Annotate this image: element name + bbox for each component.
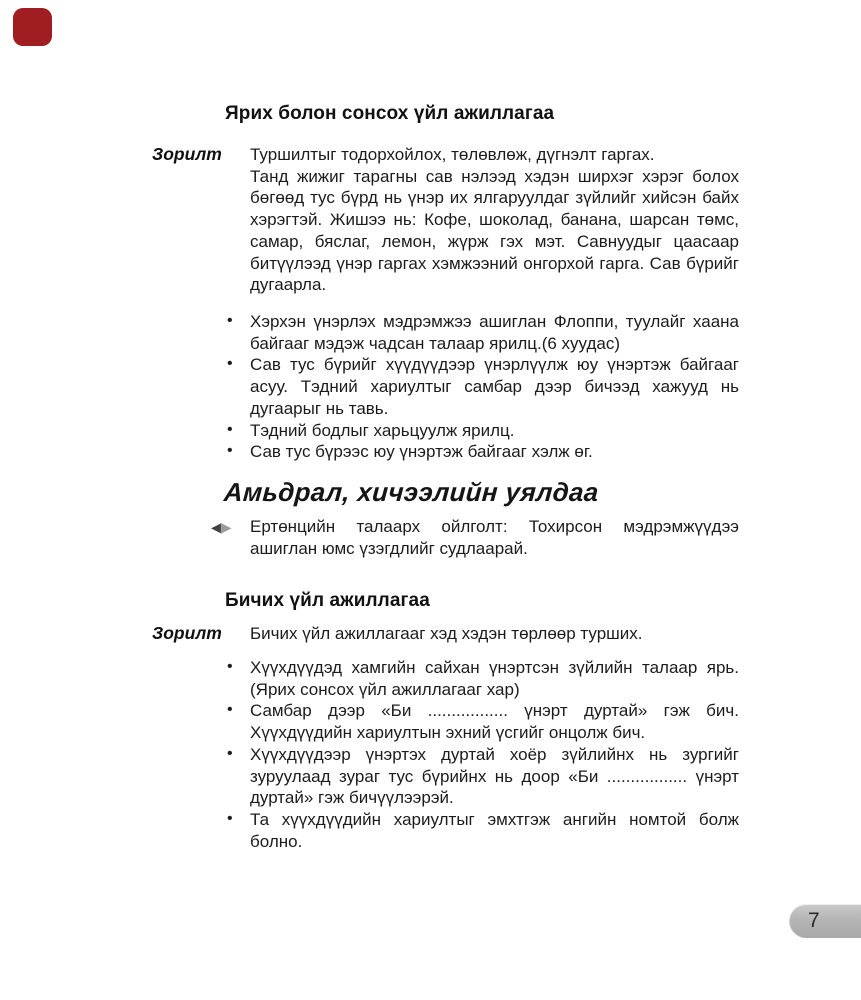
list-item-text: Сав тус бүрийг хүүдүүдээр үнэрлүүлж юу үнэртэж байгааг асуу. Тэдний хариултыг самбар дээр бичээд хажууд нь дугаарыг нь тавь. [250, 355, 739, 418]
section-title-speak-listen: Ярих болон сонсох үйл ажиллагаа [225, 103, 555, 124]
life-link-text: Ертөнцийн талаарх ойлголт: Тохирсон мэдрэмжүүдээ ашиглан юмс үзэгдлийг судлаарай. [250, 517, 739, 558]
goal-text-speak [250, 144, 739, 296]
list-item [227, 809, 739, 852]
bullet-list-speak [227, 311, 739, 463]
list-item-text: Хэрхэн үнэрлэх мэдрэмжээ ашиглан Флоппи, туулайг хаана байгааг мэдэж чадсан талаар ярилц.(6 хуудас) [250, 312, 739, 353]
bullet-icon: • [227, 355, 233, 373]
corner-decoration [13, 8, 52, 46]
bullet-icon: • [227, 312, 233, 329]
list-item [227, 354, 739, 419]
goal-line-write: Бичих үйл ажиллагааг хэд хэдэн төрлөөр турших. [250, 624, 643, 643]
page-number-tab [789, 904, 861, 938]
list-item-text: Хүүхдүүдээр үнэртэх дуртай хоёр зүйлийнх нь зургийг зуруулаад зураг тус бүрийнх нь доор «Би ................. үнэрт дуртай» гэж бичүүлээрэй. [250, 744, 739, 808]
goal-line-speak: Туршилтыг тодорхойлох, төлөвлөж, дүгнэлт гаргах. [250, 145, 655, 164]
list-item [227, 700, 739, 743]
list-item-text: Хүүхдүүдэд хамгийн сайхан үнэртсэн зүйлийн талаар ярь. (Ярих сонсох үйл ажиллагааг хар) [250, 658, 739, 699]
page-number: 7 [808, 909, 820, 932]
bullet-icon: • [227, 701, 233, 719]
bullet-icon: • [227, 744, 233, 762]
list-item-text: Сав тус бүрээс юу үнэртэж байгааг хэлж өг. [250, 442, 593, 462]
bullet-icon: • [227, 442, 233, 460]
list-item-text: Самбар дээр «Би ................. үнэрт дуртай» гэж бич. Хүүхдүүдийн хариултын эхний үсгийг онцолж бич. [250, 701, 739, 743]
life-link-marker [211, 520, 231, 534]
bullet-icon: • [227, 809, 233, 827]
goal-text-write [250, 623, 739, 645]
bullet-icon: • [227, 658, 233, 675]
list-item [227, 420, 739, 442]
bullet-list-write [227, 657, 739, 852]
bullet-icon: • [227, 420, 233, 438]
list-item [227, 441, 739, 463]
list-item [227, 657, 739, 700]
life-link-title: Амьдрал, хичээлийн уялдаа [222, 477, 600, 507]
list-item-text: Тэдний бодлыг харьцуулж ярилц. [250, 420, 515, 440]
goal-label-speak: Зорилт [152, 144, 222, 164]
list-item [227, 744, 739, 809]
right-arrow-icon: ▶ [220, 519, 231, 535]
section-title-write: Бичих үйл ажиллагаа [225, 590, 430, 611]
goal-label-write: Зорилт [152, 623, 222, 643]
list-item-text: Та хүүхдүүдийн хариултыг эмхтгэж ангийн номтой болж болно. [250, 809, 739, 851]
instructions-paragraph-speak: Танд жижиг тарагны сав нэлээд хэдэн ширхэг хэрэг болох бөгөөд тус бүрд нь үнэр их ялгаруулдаг зүйлийг хийсэн байх хэрэгтэй. Жишээ нь: Кофе, шоколад, банана, шарсан төмс, самар, бяслаг, лемон, жүрж гэх мэт. Савнуудыг цаасаар битүүлээд үнэр гаргах хэмжээний онгорхой гарга. Сав бүрийг дугаарла. [250, 166, 739, 295]
left-arrow-icon: ◀ [211, 519, 221, 535]
list-item [227, 311, 739, 354]
